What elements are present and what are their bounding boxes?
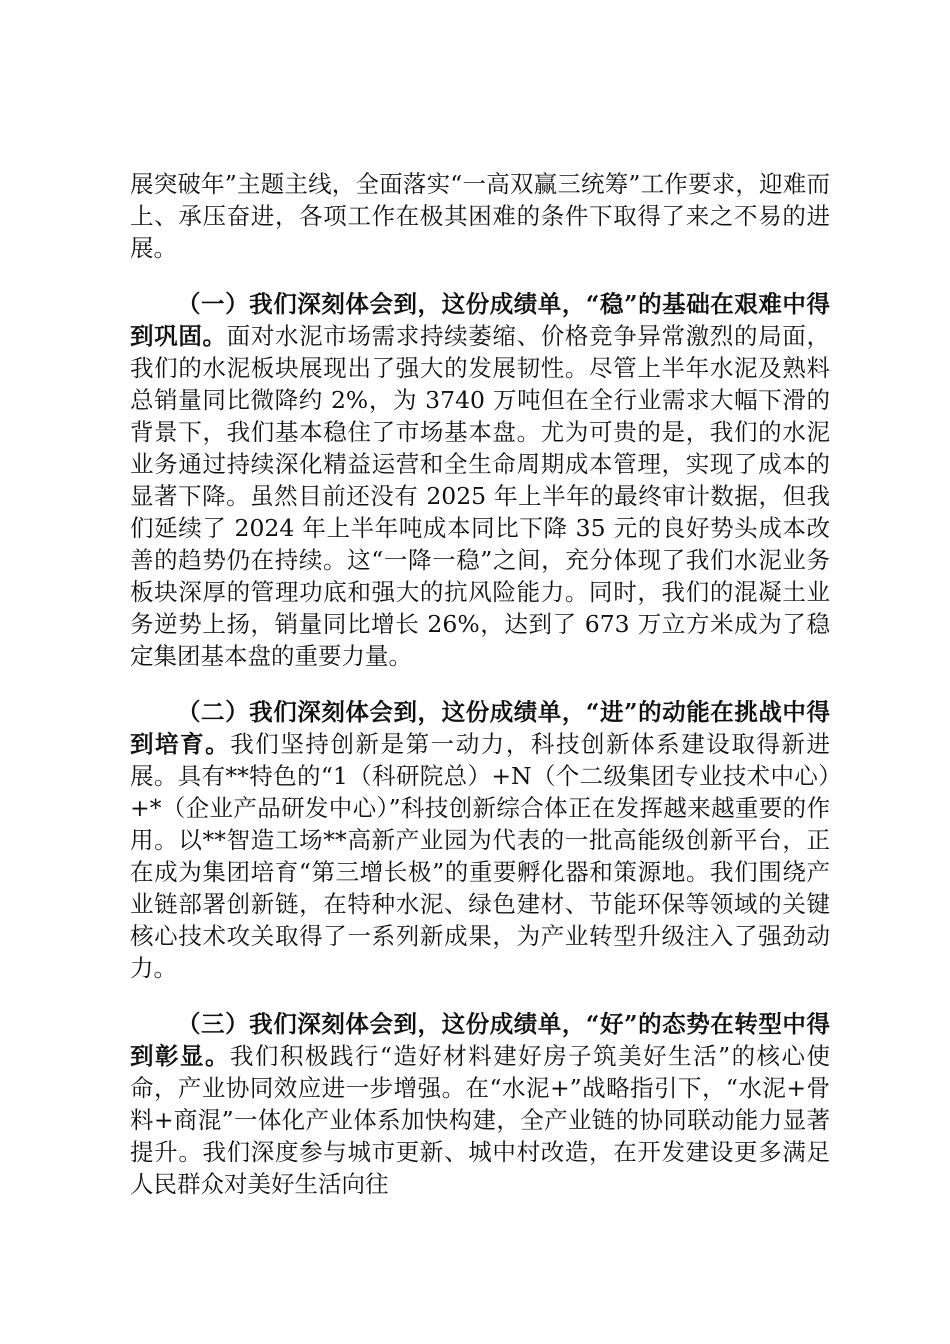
section-2-heading: （二）我们深刻体会到，这份成绩单，“进”的动能在挑战中得到培育。 <box>130 698 830 758</box>
section-3-heading: （三）我们深刻体会到，这份成绩单，“好”的态势在转型中得到彰显。 <box>130 1010 830 1070</box>
section-2-paragraph <box>130 696 830 984</box>
section-2-body: 我们坚持创新是第一动力，科技创新体系建设取得新进展。具有**特色的“1（科研院总）+N（个二级集团专业技术中心）+*（企业产品研发中心）”科技创新综合体正在发挥越来越重要的作用。以**智造工场**高新产业园为代表的一批高能级创新平台，正在成为集团培育“第三增长极”的重要孵化器和策源地。我们围绕产业链部署创新链，在特种水泥、绿色建材、节能环保等领域的关键核心技术攻关取得了一系列新成果，为产业转型升级注入了强劲动力。 <box>130 730 831 982</box>
section-1-heading: （一）我们深刻体会到，这份成绩单，“稳”的基础在艰难中得到巩固。 <box>130 290 830 350</box>
intro-paragraph <box>130 168 830 264</box>
document-body <box>130 168 830 1224</box>
intro-text: 展突破年”主题主线，全面落实“一高双赢三统筹”工作要求，迎难而上、承压奋进，各项工作在极其困难的条件下取得了来之不易的进展。 <box>130 170 830 262</box>
section-1-body: 面对水泥市场需求持续萎缩、价格竞争异常激烈的局面，我们的水泥板块展现出了强大的发展韧性。尽管上半年水泥及熟料总销量同比微降约 2%，为 3740 万吨但在全行业需求大幅下滑的背景下，我们基本稳住了市场基本盘。尤为可贵的是，我们的水泥业务通过持续深化精益运营和全生命周期成本管理，实现了成本的显著下降。虽然目前还没有 2025 年上半年的最终审计数据，但我们延续了 2024 年上半年吨成本同比下降 35 元的良好势头成本改善的趋势仍在持续。这“一降一稳”之间，充分体现了我们水泥业务板块深厚的管理功底和强大的抗风险能力。同时，我们的混凝土业务逆势上扬，销量同比增长 26%，达到了 673 万立方米成为了稳定集团基本盘的重要力量。 <box>130 322 831 670</box>
section-1-paragraph <box>130 288 830 672</box>
section-3-body: 我们积极践行“造好材料建好房子筑美好生活”的核心使命，产业协同效应进一步增强。在“水泥+”战略指引下，“水泥+骨料+商混”一体化产业体系加快构建，全产业链的协同联动能力显著提升。我们深度参与城市更新、城中村改造，在开发建设更多满足人民群众对美好生活向往 <box>130 1042 831 1198</box>
section-3-paragraph <box>130 1008 830 1200</box>
